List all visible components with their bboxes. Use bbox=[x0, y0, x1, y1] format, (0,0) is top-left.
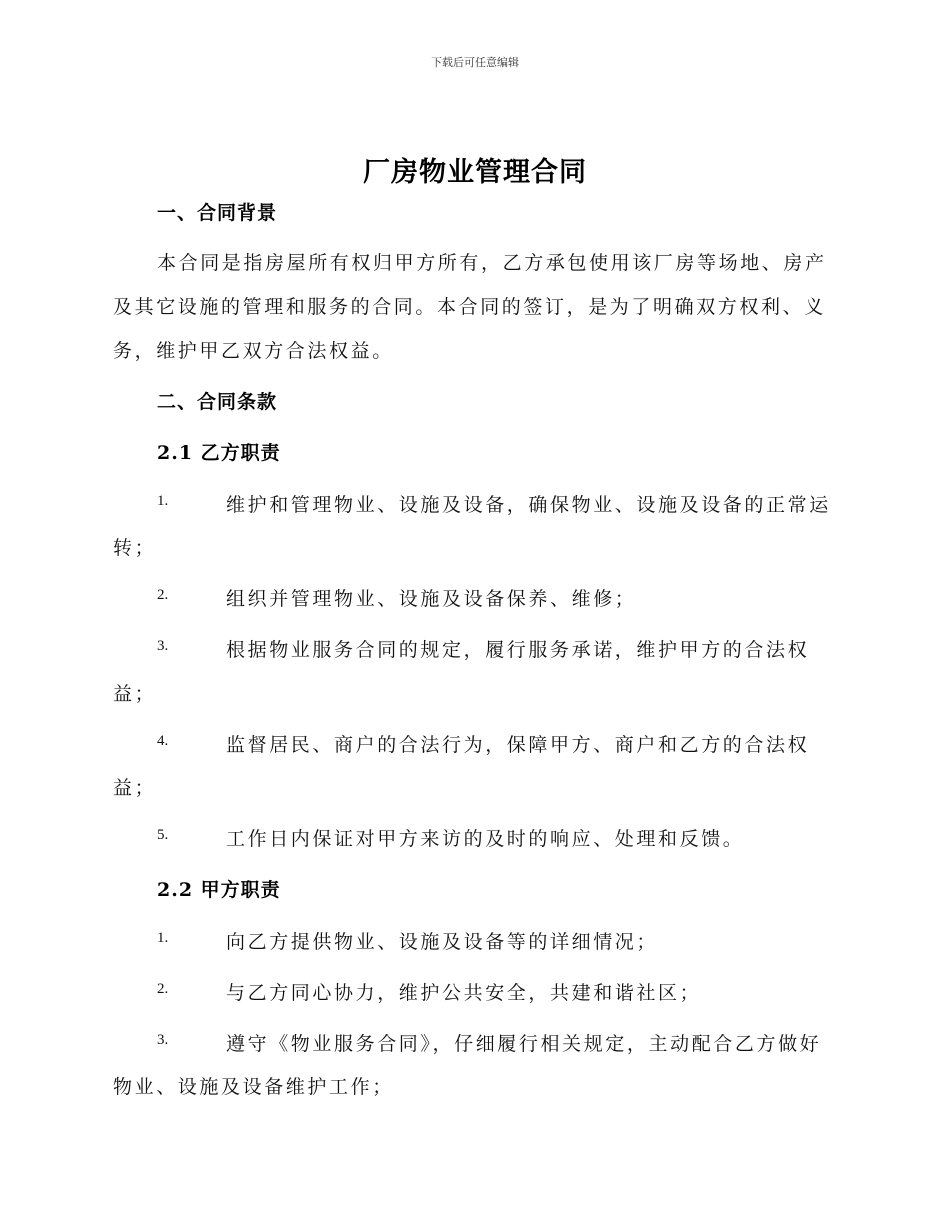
paragraph-line: 务，维护甲乙双方合法权益。 bbox=[113, 340, 394, 362]
list-item bbox=[0, 730, 950, 760]
subsection-heading-party-a: 2.2 甲方职责 bbox=[157, 879, 281, 901]
list-item-continuation: 益； bbox=[113, 683, 157, 705]
section-heading-terms: 二、合同条款 bbox=[157, 391, 278, 413]
paragraph-line: 及其它设施的管理和服务的合同。本合同的签订，是为了明确双方权利、义 bbox=[113, 296, 826, 318]
list-item-text: 向乙方提供物业、设施及设备等的详细情况； bbox=[226, 931, 659, 953]
list-item-text: 组织并管理物业、设施及设备保养、维修； bbox=[226, 588, 637, 610]
list-item-number: 3. bbox=[157, 638, 169, 654]
paragraph-line: 本合同是指房屋所有权归甲方所有，乙方承包使用该厂房等场地、房产 bbox=[157, 252, 827, 274]
section-heading-background: 一、合同背景 bbox=[157, 202, 278, 224]
list-item-number: 2. bbox=[157, 587, 169, 603]
list-item-continuation: 益； bbox=[113, 777, 157, 799]
list-item bbox=[0, 584, 950, 614]
list-item-continuation: 转； bbox=[113, 537, 157, 559]
list-item-text: 监督居民、商户的合法行为，保障甲方、商户和乙方的合法权 bbox=[226, 734, 810, 756]
list-item-number: 3. bbox=[157, 1032, 169, 1048]
list-item-number: 1. bbox=[157, 493, 169, 509]
list-item-text: 根据物业服务合同的规定，履行服务承诺，维护甲方的合法权 bbox=[226, 639, 810, 661]
list-item-number: 2. bbox=[157, 981, 169, 997]
list-item-number: 5. bbox=[157, 827, 169, 843]
list-item bbox=[0, 490, 950, 520]
header-note: 下载后可任意编辑 bbox=[431, 56, 519, 69]
document-title: 厂房物业管理合同 bbox=[363, 157, 587, 188]
list-item-number: 4. bbox=[157, 733, 169, 749]
list-item-text: 与乙方同心协力，维护公共安全，共建和谐社区； bbox=[226, 982, 702, 1004]
list-item-text: 遵守《物业服务合同》，仔细履行相关规定，主动配合乙方做好 bbox=[226, 1033, 822, 1055]
subsection-heading-party-b: 2.1 乙方职责 bbox=[157, 442, 281, 464]
list-item-number: 1. bbox=[157, 930, 169, 946]
list-item-text: 工作日内保证对甲方来访的及时的响应、处理和反馈。 bbox=[226, 828, 745, 850]
list-item-text: 维护和管理物业、设施及设备，确保物业、设施及设备的正常运 bbox=[226, 494, 831, 516]
list-item-continuation: 物业、设施及设备维护工作； bbox=[113, 1076, 394, 1098]
list-item bbox=[0, 824, 950, 854]
list-item bbox=[0, 1029, 950, 1059]
list-item bbox=[0, 927, 950, 957]
list-item bbox=[0, 635, 950, 665]
list-item bbox=[0, 978, 950, 1008]
